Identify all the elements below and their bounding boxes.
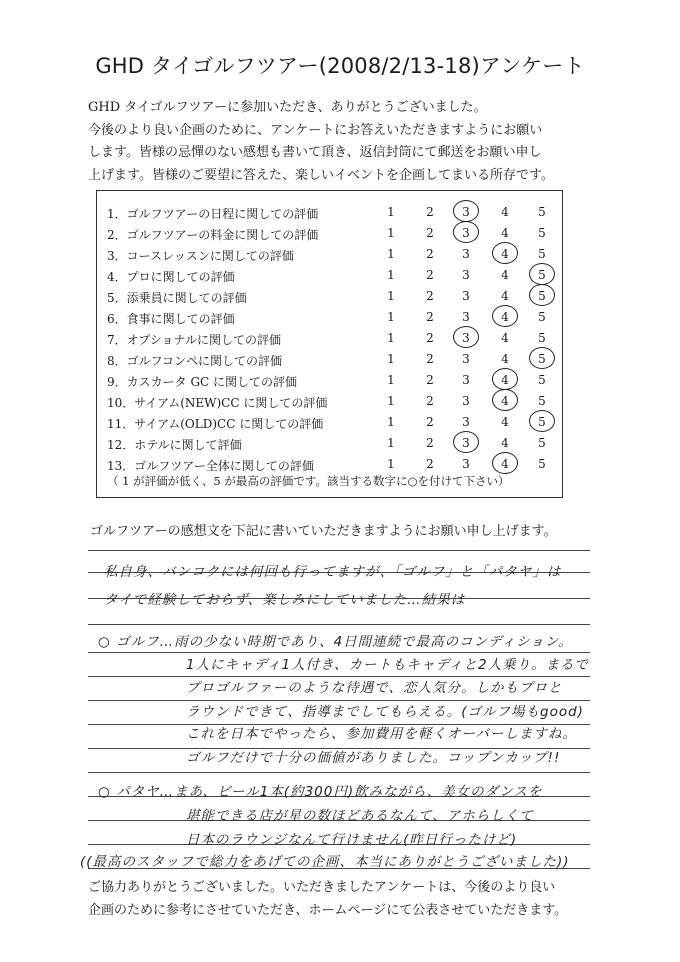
question-row — [97, 247, 562, 267]
question-label: 10．サイアム(NEW)CC に関しての評価 — [107, 396, 328, 410]
rating-option-number: 3 — [462, 289, 470, 303]
rating-option — [497, 205, 513, 219]
comment-prompt: ゴルフツアーの感想文を下記に書いていただきますようにお願い申し上げます。 — [90, 524, 557, 539]
handwritten-line: 堪能できる店が星の数ほどあるなんて、アホらしくて — [186, 808, 534, 824]
question-row — [97, 415, 562, 435]
rating-option-number: 3 — [462, 247, 470, 261]
question-label: 3．コースレッスンに関しての評価 — [107, 249, 294, 263]
rating-option-number: 2 — [426, 247, 434, 261]
rating-option — [497, 289, 513, 303]
rating-option-number: 1 — [387, 436, 395, 450]
selected-circle-mark — [492, 452, 518, 474]
rating-option-number: 3 — [462, 415, 470, 429]
rating-option — [383, 289, 399, 303]
rating-option-number: 5 — [538, 394, 546, 408]
rating-option — [383, 373, 399, 387]
rating-option — [534, 373, 550, 387]
handwritten-line: ○ パタヤ…まあ、ビール1本(約300円)飲みながら、美女のダンスを — [98, 784, 543, 800]
rating-option — [534, 310, 550, 324]
rating-option — [383, 457, 399, 471]
rating-option-number: 1 — [387, 310, 395, 324]
rating-option-number: 2 — [426, 352, 434, 366]
rating-option-number: 4 — [501, 331, 509, 345]
rating-option — [458, 436, 474, 450]
rating-option-number: 2 — [426, 415, 434, 429]
rating-option — [497, 226, 513, 240]
rating-option — [458, 205, 474, 219]
rating-option — [383, 310, 399, 324]
rating-option — [422, 289, 438, 303]
rating-option — [534, 226, 550, 240]
scale-note: （ 1 が評価が低く、5 が最高の評価です。該当する数字に○を付けて下さい） — [107, 474, 510, 488]
question-label: 2．ゴルフツアーの料金に関しての評価 — [107, 228, 319, 242]
rating-option-number: 1 — [387, 331, 395, 345]
selected-circle-mark — [529, 410, 555, 432]
rating-option-number: 3 — [462, 331, 470, 345]
rating-option — [534, 415, 550, 429]
ruled-line — [88, 550, 590, 551]
rating-option-number: 1 — [387, 205, 395, 219]
intro-line: 上げます。皆様のご要望に答えた、楽しいイベントを企画してまいる所存です。 — [88, 167, 554, 183]
rating-option-number: 1 — [387, 247, 395, 261]
selected-circle-mark — [492, 368, 518, 390]
rating-option — [458, 352, 474, 366]
rating-option-number: 5 — [538, 310, 546, 324]
rating-option — [422, 247, 438, 261]
selected-circle-mark — [492, 389, 518, 411]
intro-line: GHD タイゴルフツアーに参加いただき、ありがとうございました。 — [88, 100, 487, 115]
rating-option — [458, 457, 474, 471]
question-row — [97, 436, 562, 456]
rating-option-number: 4 — [501, 436, 509, 450]
rating-option-number: 3 — [462, 352, 470, 366]
rating-option-number: 4 — [501, 373, 509, 387]
rating-option-number: 5 — [538, 289, 546, 303]
rating-option — [534, 394, 550, 408]
rating-option — [497, 415, 513, 429]
selected-circle-mark — [492, 242, 518, 264]
rating-option — [383, 205, 399, 219]
rating-option-number: 4 — [501, 394, 509, 408]
rating-option-number: 4 — [501, 457, 509, 471]
rating-option — [497, 352, 513, 366]
rating-option — [422, 310, 438, 324]
rating-option — [383, 394, 399, 408]
rating-option-number: 5 — [538, 226, 546, 240]
rating-option-number: 3 — [462, 205, 470, 219]
rating-option — [422, 331, 438, 345]
question-label: 7．オプショナルに関しての評価 — [107, 333, 281, 347]
rating-option-number: 5 — [538, 352, 546, 366]
rating-option — [497, 373, 513, 387]
rating-option-number: 4 — [501, 289, 509, 303]
question-label: 6．食事に関しての評価 — [107, 312, 235, 326]
rating-option-number: 5 — [538, 247, 546, 261]
rating-option-number: 3 — [462, 457, 470, 471]
handwritten-line: ((最高のスタッフで総力をあげての企画、本当にありがとうございました)) — [80, 854, 570, 870]
rating-option — [422, 457, 438, 471]
rating-option — [534, 436, 550, 450]
rating-option-number: 1 — [387, 457, 395, 471]
rating-option-number: 2 — [426, 394, 434, 408]
rating-option — [422, 415, 438, 429]
rating-option-number: 2 — [426, 457, 434, 471]
selected-circle-mark — [529, 284, 555, 306]
rating-option-number: 3 — [462, 394, 470, 408]
rating-option-number: 1 — [387, 415, 395, 429]
rating-option-number: 3 — [462, 436, 470, 450]
rating-option-number: 2 — [426, 331, 434, 345]
rating-option — [534, 457, 550, 471]
handwritten-line: タイで経験しておらず、楽しみにしていました…結果は — [104, 592, 466, 608]
rating-option-number: 5 — [538, 436, 546, 450]
rating-option — [497, 436, 513, 450]
question-row — [97, 289, 562, 309]
rating-option — [383, 247, 399, 261]
question-row — [97, 352, 562, 372]
rating-option-number: 5 — [538, 268, 546, 282]
rating-option — [458, 268, 474, 282]
rating-option — [383, 352, 399, 366]
selected-circle-mark — [492, 305, 518, 327]
rating-table — [96, 190, 563, 498]
rating-option — [422, 373, 438, 387]
rating-option-number: 5 — [538, 415, 546, 429]
selected-circle-mark — [529, 263, 555, 285]
rating-option-number: 5 — [538, 373, 546, 387]
closing-line: ご協力ありがとうございました。いただきましたアンケートは、今後のより良い — [88, 880, 556, 895]
rating-option-number: 1 — [387, 268, 395, 282]
question-row — [97, 310, 562, 330]
handwritten-line: 日本のラウンジなんて行けません(昨日行ったけど) — [186, 832, 518, 848]
selected-circle-mark — [453, 221, 479, 243]
rating-option-number: 2 — [426, 373, 434, 387]
question-row — [97, 394, 562, 414]
question-row — [97, 373, 562, 393]
rating-option — [497, 457, 513, 471]
question-label: 1．ゴルフツアーの日程に関しての評価 — [107, 207, 319, 221]
question-row — [97, 205, 562, 225]
rating-option — [497, 394, 513, 408]
rating-option — [458, 289, 474, 303]
rating-option — [534, 205, 550, 219]
rating-option — [534, 247, 550, 261]
rating-option — [422, 436, 438, 450]
rating-option — [383, 226, 399, 240]
rating-option — [497, 331, 513, 345]
intro-line: 今後のより良い企画のために、アンケートにお答えいただきますようにお願い — [88, 122, 543, 138]
intro-text — [88, 97, 608, 187]
closing-text — [88, 876, 567, 922]
rating-option — [383, 415, 399, 429]
rating-option — [458, 331, 474, 345]
rating-option-number: 1 — [387, 352, 395, 366]
rating-option — [383, 331, 399, 345]
survey-title: GHD タイゴルフツアー(2008/2/13-18)アンケート — [95, 54, 585, 78]
rating-option-number: 4 — [501, 205, 509, 219]
rating-option — [422, 394, 438, 408]
rating-option-number: 3 — [462, 373, 470, 387]
handwritten-line: ゴルフだけで十分の価値がありました。コップンカップ!! — [186, 750, 561, 766]
rating-option-number: 2 — [426, 268, 434, 282]
question-label: 9．カスカータ GC に関しての評価 — [107, 375, 298, 389]
question-row — [97, 226, 562, 246]
handwritten-line: ラウンドできて、指導までしてもらえる。(ゴルフ場もgood) — [186, 704, 584, 720]
rating-option-number: 2 — [426, 289, 434, 303]
rating-option-number: 4 — [501, 415, 509, 429]
rating-option-number: 5 — [538, 331, 546, 345]
question-label: 8．ゴルフコンペに関しての評価 — [107, 354, 283, 368]
rating-option-number: 3 — [462, 226, 470, 240]
rating-option — [458, 415, 474, 429]
rating-option-number: 5 — [538, 205, 546, 219]
handwritten-line: 1人にキャディ1人付き、カートもキャディと2人乗り。まるで — [186, 657, 589, 673]
question-label: 11．サイアム(OLD)CC に関しての評価 — [107, 417, 324, 431]
rating-option-number: 3 — [462, 310, 470, 324]
rating-option — [422, 268, 438, 282]
rating-option — [458, 310, 474, 324]
rating-option-number: 4 — [501, 226, 509, 240]
rating-option-number: 2 — [426, 310, 434, 324]
rating-option-number: 4 — [501, 268, 509, 282]
rating-option — [534, 331, 550, 345]
rating-option-number: 1 — [387, 394, 395, 408]
rating-option-number: 2 — [426, 205, 434, 219]
question-label: 4．プロに関しての評価 — [107, 270, 235, 284]
question-label: 5．添乗員に関しての評価 — [107, 291, 247, 305]
rating-option-number: 1 — [387, 289, 395, 303]
question-label: 12．ホテルに関して評価 — [107, 438, 242, 452]
ruled-line — [88, 772, 590, 773]
selected-circle-mark — [453, 431, 479, 453]
rating-option-number: 2 — [426, 226, 434, 240]
rating-option-number: 1 — [387, 226, 395, 240]
rating-option — [497, 310, 513, 324]
rating-option — [422, 352, 438, 366]
rating-option — [497, 268, 513, 282]
rating-option — [458, 373, 474, 387]
rating-option — [383, 268, 399, 282]
rating-option-number: 4 — [501, 247, 509, 261]
rating-option-number: 4 — [501, 310, 509, 324]
question-row — [97, 268, 562, 288]
rating-option — [458, 394, 474, 408]
selected-circle-mark — [453, 200, 479, 222]
ruled-line — [88, 624, 590, 625]
selected-circle-mark — [453, 326, 479, 348]
intro-line: します。皆様の忌憚のない感想も書いて頂き、返信封筒にて郵送をお願い申し — [88, 145, 542, 160]
rating-option-number: 4 — [501, 352, 509, 366]
rating-option — [534, 268, 550, 282]
selected-circle-mark — [529, 347, 555, 369]
rating-option — [534, 289, 550, 303]
closing-line: 企画のために参考にさせていただき、ホームページにて公表させていただきます。 — [88, 903, 568, 918]
rating-option — [458, 226, 474, 240]
rating-option-number: 5 — [538, 457, 546, 471]
handwritten-line: 私自身、バンコクには何回も行ってますが、「ゴルフ」と「パタヤ」は — [104, 564, 562, 580]
question-label: 13．ゴルフツアー全体に関しての評価 — [107, 459, 314, 473]
rating-option — [458, 247, 474, 261]
rating-option — [422, 205, 438, 219]
rating-option-number: 2 — [426, 436, 434, 450]
rating-option — [383, 436, 399, 450]
rating-option-number: 3 — [462, 268, 470, 282]
rating-option-number: 1 — [387, 373, 395, 387]
rating-option — [497, 247, 513, 261]
handwritten-line: ○ ゴルフ…雨の少ない時期であり、4日間連続で最高のコンディション。 — [98, 634, 573, 650]
rating-option — [422, 226, 438, 240]
handwritten-line: プロゴルファーのような待遇で、恋人気分。しかもプロと — [186, 680, 563, 696]
question-row — [97, 331, 562, 351]
handwritten-line: これを日本でやったら、参加費用を軽くオーバーしますね。 — [186, 726, 577, 742]
rating-option — [534, 352, 550, 366]
